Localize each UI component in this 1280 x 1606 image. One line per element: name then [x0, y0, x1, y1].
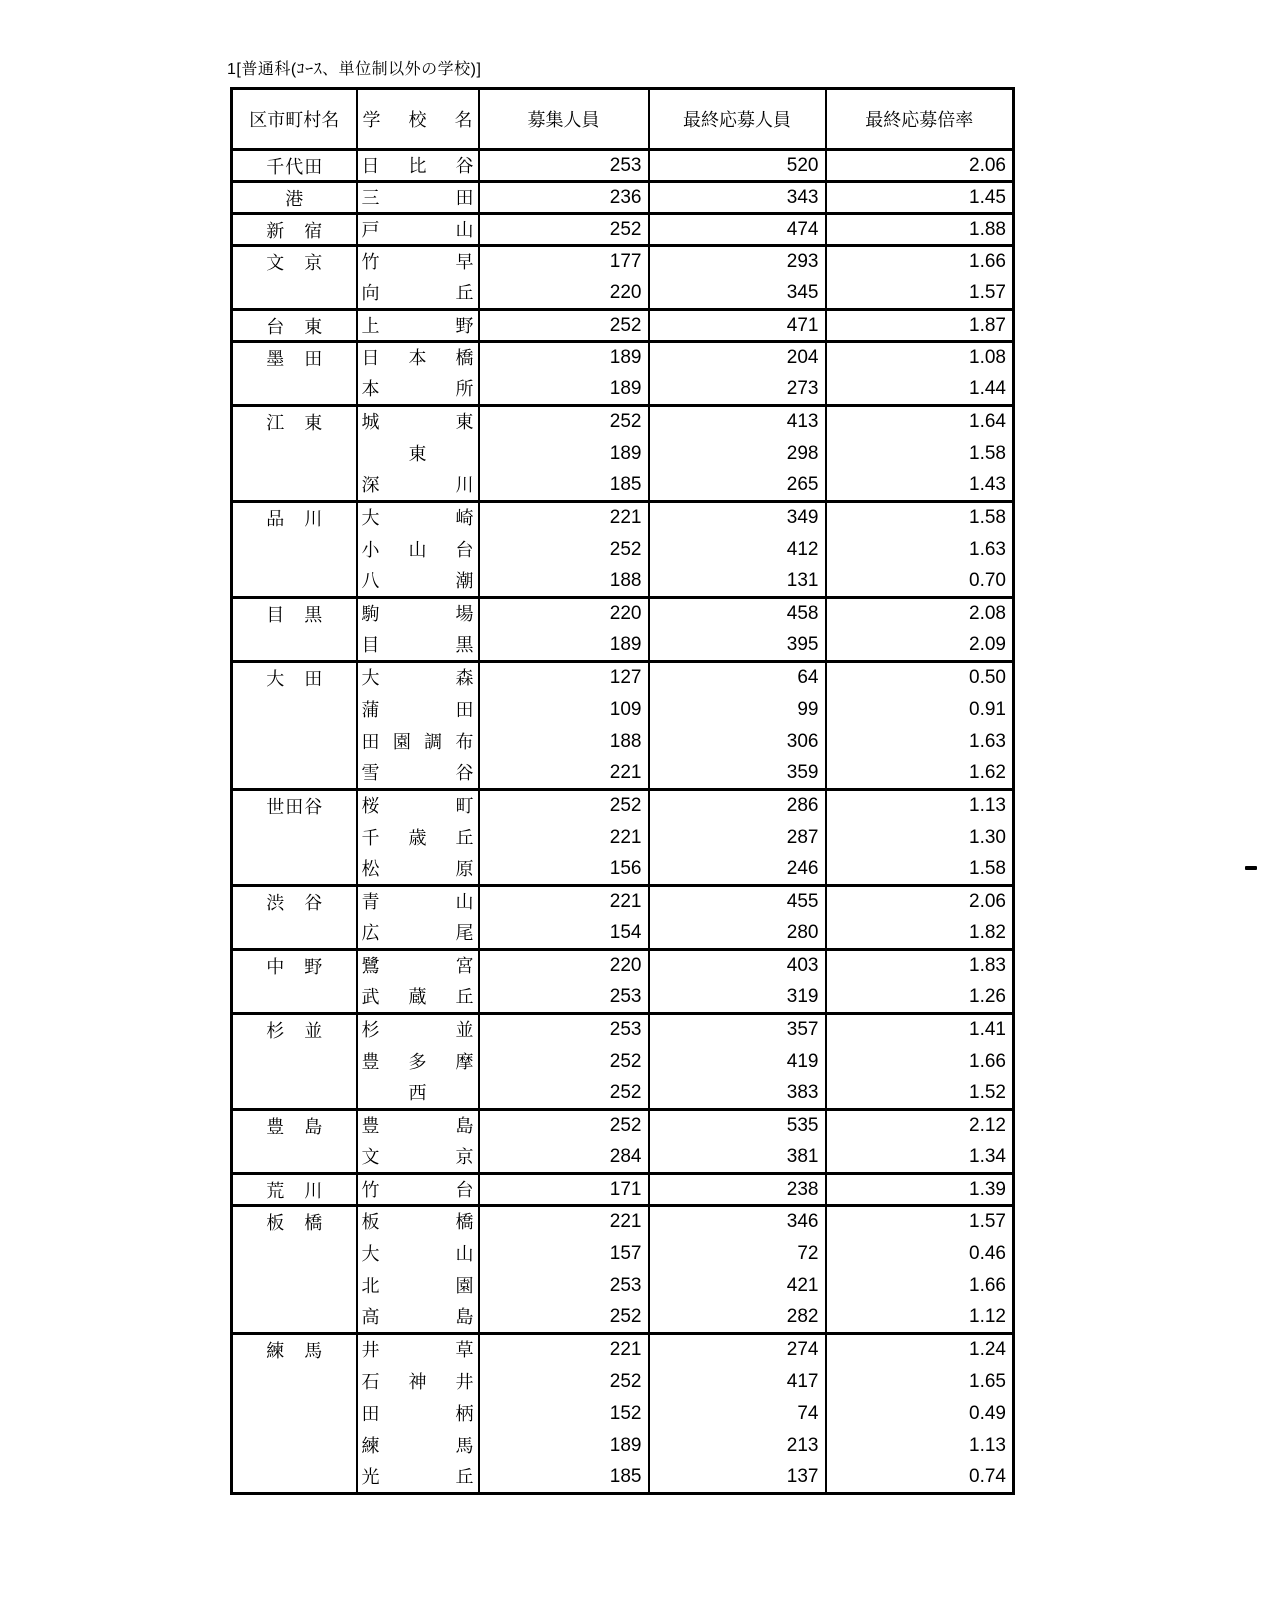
- page-title: 1[普通科(ｺｰｽ、単位制以外の学校)]: [227, 61, 482, 78]
- applicant-count: 395: [649, 630, 826, 662]
- ward-name: 世 田 谷: [266, 797, 323, 817]
- school-name: 東: [408, 443, 427, 464]
- recruit-count: 252: [479, 790, 649, 822]
- ratio-value: 0.74: [826, 1462, 1014, 1494]
- ratio-value: 2.08: [826, 598, 1014, 630]
- applicant-count: 357: [649, 1014, 826, 1046]
- applicant-count: 131: [649, 566, 826, 598]
- recruit-count: 189: [479, 342, 649, 374]
- recruit-count: 236: [479, 182, 649, 214]
- recruit-count: 220: [479, 950, 649, 982]
- ward-cell: [232, 598, 357, 662]
- ward-name: 江 東: [266, 413, 323, 433]
- applicant-count: 238: [649, 1174, 826, 1206]
- school-cell: [357, 246, 479, 278]
- table-row: [232, 214, 1014, 246]
- ratio-value: 0.70: [826, 566, 1014, 598]
- recruit-count: 156: [479, 854, 649, 886]
- ward-name: 豊 島: [266, 1117, 323, 1137]
- school-cell: [357, 1206, 479, 1238]
- recruit-count: 252: [479, 406, 649, 438]
- ward-cell: [232, 1014, 357, 1110]
- header-school: [357, 89, 479, 150]
- school-cell: [357, 1110, 479, 1142]
- ward-name: 品 川: [266, 509, 323, 529]
- ratio-value: 1.45: [826, 182, 1014, 214]
- ward-cell: [232, 886, 357, 950]
- ward-cell: [232, 662, 357, 790]
- applicant-count: 74: [649, 1398, 826, 1430]
- recruit-count: 252: [479, 534, 649, 566]
- school-cell: [357, 406, 479, 438]
- recruit-count: 220: [479, 278, 649, 310]
- table-row: [232, 150, 1014, 182]
- ratio-value: 1.63: [826, 534, 1014, 566]
- school-name: 小 山 台: [361, 539, 474, 560]
- applicant-count: 287: [649, 822, 826, 854]
- applicant-count: 520: [649, 150, 826, 182]
- recruit-count: 221: [479, 822, 649, 854]
- ratio-value: 1.58: [826, 438, 1014, 470]
- school-cell: [357, 470, 479, 502]
- ratio-value: 1.44: [826, 374, 1014, 406]
- ratio-value: 1.13: [826, 1430, 1014, 1462]
- school-name: 桜 町: [361, 796, 474, 817]
- applicant-count: 343: [649, 182, 826, 214]
- header-ward: [232, 89, 357, 150]
- table-row: [232, 950, 1014, 982]
- ward-cell: [232, 950, 357, 1014]
- recruit-count: 252: [479, 1302, 649, 1334]
- ward-name: 板 橋: [266, 1213, 323, 1233]
- applicant-count: 265: [649, 470, 826, 502]
- school-cell: [357, 310, 479, 342]
- table-row: [232, 1110, 1014, 1142]
- school-cell: [357, 918, 479, 950]
- school-cell: [357, 950, 479, 982]
- school-cell: [357, 1238, 479, 1270]
- applicant-count: 282: [649, 1302, 826, 1334]
- ward-name: 文 京: [266, 253, 323, 273]
- ward-cell: [232, 1334, 357, 1494]
- recruit-count: 189: [479, 1430, 649, 1462]
- school-cell: [357, 1014, 479, 1046]
- recruit-count: 252: [479, 310, 649, 342]
- ward-cell: [232, 214, 357, 246]
- recruit-count: 185: [479, 1462, 649, 1494]
- school-name: 大 山: [361, 1243, 474, 1264]
- recruit-count: 154: [479, 918, 649, 950]
- school-cell: [357, 214, 479, 246]
- school-name: 三 田: [361, 187, 474, 208]
- recruit-count: 127: [479, 662, 649, 694]
- applicant-count: 471: [649, 310, 826, 342]
- school-name: 練 馬: [361, 1435, 474, 1456]
- table-row: [232, 1014, 1014, 1046]
- ward-cell: [232, 342, 357, 406]
- header-school-label: 学 校 名: [362, 110, 473, 130]
- applicant-count: 345: [649, 278, 826, 310]
- ratio-value: 2.09: [826, 630, 1014, 662]
- school-cell: [357, 982, 479, 1014]
- applicant-count: 455: [649, 886, 826, 918]
- school-name: 上 野: [361, 315, 474, 336]
- applicant-count: 421: [649, 1270, 826, 1302]
- school-cell: [357, 1142, 479, 1174]
- ratio-value: 2.06: [826, 150, 1014, 182]
- recruit-count: 221: [479, 1206, 649, 1238]
- school-cell: [357, 694, 479, 726]
- recruit-count: 157: [479, 1238, 649, 1270]
- applicant-count: 474: [649, 214, 826, 246]
- school-name: 広 尾: [361, 922, 474, 943]
- school-cell: [357, 182, 479, 214]
- school-cell: [357, 1398, 479, 1430]
- applicant-count: 359: [649, 758, 826, 790]
- ward-name: 港: [285, 189, 304, 209]
- recruit-count: 253: [479, 1014, 649, 1046]
- recruit-count: 185: [479, 470, 649, 502]
- ratio-value: 0.91: [826, 694, 1014, 726]
- ratio-value: 1.52: [826, 1078, 1014, 1110]
- table-row: [232, 502, 1014, 534]
- school-cell: [357, 1430, 479, 1462]
- school-name: 西: [408, 1082, 427, 1103]
- table-row: [232, 182, 1014, 214]
- recruit-count: 109: [479, 694, 649, 726]
- school-cell: [357, 758, 479, 790]
- header-applicants-label: 最終応募人員: [683, 110, 791, 130]
- school-name: 駒 場: [361, 604, 474, 625]
- ward-cell: [232, 1174, 357, 1206]
- ratio-value: 1.62: [826, 758, 1014, 790]
- recruit-count: 171: [479, 1174, 649, 1206]
- applicant-count: 204: [649, 342, 826, 374]
- school-cell: [357, 502, 479, 534]
- applicant-count: 403: [649, 950, 826, 982]
- school-cell: [357, 1334, 479, 1366]
- ratio-value: 1.26: [826, 982, 1014, 1014]
- ratio-value: 1.87: [826, 310, 1014, 342]
- ward-cell: [232, 182, 357, 214]
- school-name: 雪 谷: [361, 762, 474, 783]
- school-cell: [357, 566, 479, 598]
- applicant-count: 306: [649, 726, 826, 758]
- ratio-value: 1.43: [826, 470, 1014, 502]
- applicant-count: 413: [649, 406, 826, 438]
- school-cell: [357, 630, 479, 662]
- recruit-count: 188: [479, 566, 649, 598]
- school-cell: [357, 822, 479, 854]
- table-header: [232, 89, 1014, 150]
- header-recruit: [479, 89, 649, 150]
- ward-name: 荒 川: [266, 1181, 323, 1201]
- school-name: 日 本 橋: [361, 348, 474, 369]
- ratio-value: 1.57: [826, 1206, 1014, 1238]
- school-name: 青 山: [361, 892, 474, 913]
- recruit-count: 189: [479, 374, 649, 406]
- school-name: 本 所: [361, 378, 474, 399]
- applicant-count: 274: [649, 1334, 826, 1366]
- recruit-count: 221: [479, 758, 649, 790]
- school-cell: [357, 598, 479, 630]
- ward-name: 中 野: [266, 957, 323, 977]
- ratio-value: 1.82: [826, 918, 1014, 950]
- ratio-value: 0.50: [826, 662, 1014, 694]
- applicant-count: 280: [649, 918, 826, 950]
- applicant-count: 293: [649, 246, 826, 278]
- school-name: 蒲 田: [361, 699, 474, 720]
- table-row: [232, 310, 1014, 342]
- table-row: [232, 598, 1014, 630]
- recruit-count: 188: [479, 726, 649, 758]
- ratio-value: 1.64: [826, 406, 1014, 438]
- ward-cell: [232, 406, 357, 502]
- applicant-count: 213: [649, 1430, 826, 1462]
- school-name: 豊 多 摩: [361, 1051, 474, 1072]
- ward-name: 千 代 田: [266, 157, 323, 177]
- applicant-count: 72: [649, 1238, 826, 1270]
- ratio-value: 1.34: [826, 1142, 1014, 1174]
- ratio-value: 2.06: [826, 886, 1014, 918]
- recruit-count: 177: [479, 246, 649, 278]
- school-name: 竹 早: [361, 252, 474, 273]
- recruit-count: 284: [479, 1142, 649, 1174]
- ratio-value: 1.63: [826, 726, 1014, 758]
- applicant-count: 417: [649, 1366, 826, 1398]
- applicant-count: 458: [649, 598, 826, 630]
- table-row: [232, 342, 1014, 374]
- recruit-count: 252: [479, 214, 649, 246]
- recruit-count: 152: [479, 1398, 649, 1430]
- school-cell: [357, 374, 479, 406]
- school-name: 竹 台: [361, 1179, 474, 1200]
- school-name: 石 神 井: [361, 1371, 474, 1392]
- page-number-dash: [1245, 866, 1257, 870]
- recruit-count: 252: [479, 1078, 649, 1110]
- school-name: 向 丘: [361, 282, 474, 303]
- school-name: 文 京: [361, 1146, 474, 1167]
- applicant-count: 273: [649, 374, 826, 406]
- school-cell: [357, 1462, 479, 1494]
- ward-name: 渋 谷: [266, 893, 323, 913]
- ward-name: 目 黒: [266, 605, 323, 625]
- school-name: 北 園: [361, 1275, 474, 1296]
- ratio-value: 1.83: [826, 950, 1014, 982]
- recruit-count: 252: [479, 1366, 649, 1398]
- ratio-value: 1.08: [826, 342, 1014, 374]
- table-row: [232, 1334, 1014, 1366]
- school-cell: [357, 1078, 479, 1110]
- ward-name: 練 馬: [266, 1341, 323, 1361]
- school-name: 日 比 谷: [361, 155, 474, 176]
- header-applicants: [649, 89, 826, 150]
- school-cell: [357, 150, 479, 182]
- recruit-count: 221: [479, 886, 649, 918]
- recruit-count: 220: [479, 598, 649, 630]
- header-ward-label: 区市町村名: [249, 110, 340, 130]
- applicant-count: 346: [649, 1206, 826, 1238]
- ward-cell: [232, 150, 357, 182]
- ratio-value: 1.12: [826, 1302, 1014, 1334]
- recruit-count: 253: [479, 1270, 649, 1302]
- school-cell: [357, 886, 479, 918]
- ward-name: 杉 並: [266, 1021, 323, 1041]
- ratio-value: 1.57: [826, 278, 1014, 310]
- ward-name: 墨 田: [266, 349, 323, 369]
- recruit-count: 253: [479, 150, 649, 182]
- school-name: 城 東: [361, 412, 474, 433]
- applicant-count: 286: [649, 790, 826, 822]
- ratio-value: 1.66: [826, 1270, 1014, 1302]
- applicant-count: 349: [649, 502, 826, 534]
- school-name: 戸 山: [361, 219, 474, 240]
- school-name: 千 歳 丘: [361, 827, 474, 848]
- school-cell: [357, 342, 479, 374]
- recruit-count: 189: [479, 630, 649, 662]
- school-cell: [357, 790, 479, 822]
- recruit-count: 189: [479, 438, 649, 470]
- applicant-count: 535: [649, 1110, 826, 1142]
- ratio-value: 1.58: [826, 502, 1014, 534]
- school-name: 田 柄: [361, 1403, 474, 1424]
- header-row: [232, 89, 1014, 150]
- applicant-count: 137: [649, 1462, 826, 1494]
- table-row: [232, 662, 1014, 694]
- school-name: 井 草: [361, 1340, 474, 1361]
- ratio-value: 0.49: [826, 1398, 1014, 1430]
- table-row: [232, 790, 1014, 822]
- ward-cell: [232, 310, 357, 342]
- school-name: 光 丘: [361, 1466, 474, 1487]
- school-name: 豊 島: [361, 1116, 474, 1137]
- school-name: 目 黒: [361, 634, 474, 655]
- ward-name: 台 東: [266, 317, 323, 337]
- ward-cell: [232, 1110, 357, 1174]
- ward-cell: [232, 790, 357, 886]
- applicant-count: 298: [649, 438, 826, 470]
- ward-cell: [232, 1206, 357, 1334]
- applicant-count: 383: [649, 1078, 826, 1110]
- recruit-count: 221: [479, 1334, 649, 1366]
- ratio-value: 1.58: [826, 854, 1014, 886]
- recruit-count: 253: [479, 982, 649, 1014]
- table-row: [232, 246, 1014, 278]
- school-name: 八 潮: [361, 570, 474, 591]
- ratio-value: 1.30: [826, 822, 1014, 854]
- table-row: [232, 406, 1014, 438]
- applicant-count: 246: [649, 854, 826, 886]
- ratio-value: 2.12: [826, 1110, 1014, 1142]
- school-name: 大 森: [361, 668, 474, 689]
- school-name: 松 原: [361, 858, 474, 879]
- ratio-value: 1.41: [826, 1014, 1014, 1046]
- header-ratio-label: 最終応募倍率: [865, 110, 974, 130]
- applicant-count: 319: [649, 982, 826, 1014]
- applicant-count: 381: [649, 1142, 826, 1174]
- ward-name: 新 宿: [266, 221, 323, 241]
- applicant-count: 99: [649, 694, 826, 726]
- recruit-count: 252: [479, 1110, 649, 1142]
- school-name: 武 蔵 丘: [361, 986, 474, 1007]
- table-body: [232, 150, 1014, 1494]
- ratio-value: 1.13: [826, 790, 1014, 822]
- ward-name: 大 田: [266, 669, 323, 689]
- ratio-value: 1.66: [826, 246, 1014, 278]
- ratio-value: 1.88: [826, 214, 1014, 246]
- table-row: [232, 1206, 1014, 1238]
- school-cell: [357, 854, 479, 886]
- school-name: 深 川: [361, 474, 474, 495]
- applicant-count: 419: [649, 1046, 826, 1078]
- applicant-count: 64: [649, 662, 826, 694]
- ratio-value: 1.39: [826, 1174, 1014, 1206]
- school-cell: [357, 662, 479, 694]
- school-cell: [357, 1366, 479, 1398]
- admissions-table: [230, 87, 1015, 1495]
- school-cell: [357, 1302, 479, 1334]
- ratio-value: 1.65: [826, 1366, 1014, 1398]
- ratio-value: 1.24: [826, 1334, 1014, 1366]
- school-name: 鷺 宮: [361, 956, 474, 977]
- recruit-count: 221: [479, 502, 649, 534]
- school-name: 大 崎: [361, 508, 474, 529]
- school-cell: [357, 1270, 479, 1302]
- ward-cell: [232, 246, 357, 310]
- school-name: 高 島: [361, 1306, 474, 1327]
- recruit-count: 252: [479, 1046, 649, 1078]
- ratio-value: 1.66: [826, 1046, 1014, 1078]
- school-cell: [357, 438, 479, 470]
- header-ratio: [826, 89, 1014, 150]
- applicant-count: 412: [649, 534, 826, 566]
- school-cell: [357, 1174, 479, 1206]
- school-name: 田 園 調 布: [361, 731, 474, 752]
- school-cell: [357, 726, 479, 758]
- header-recruit-label: 募集人員: [527, 110, 600, 130]
- school-name: 板 橋: [361, 1212, 474, 1233]
- table-row: [232, 1174, 1014, 1206]
- table-row: [232, 886, 1014, 918]
- ward-cell: [232, 502, 357, 598]
- school-cell: [357, 534, 479, 566]
- school-cell: [357, 1046, 479, 1078]
- school-name: 杉 並: [361, 1020, 474, 1041]
- ratio-value: 0.46: [826, 1238, 1014, 1270]
- school-cell: [357, 278, 479, 310]
